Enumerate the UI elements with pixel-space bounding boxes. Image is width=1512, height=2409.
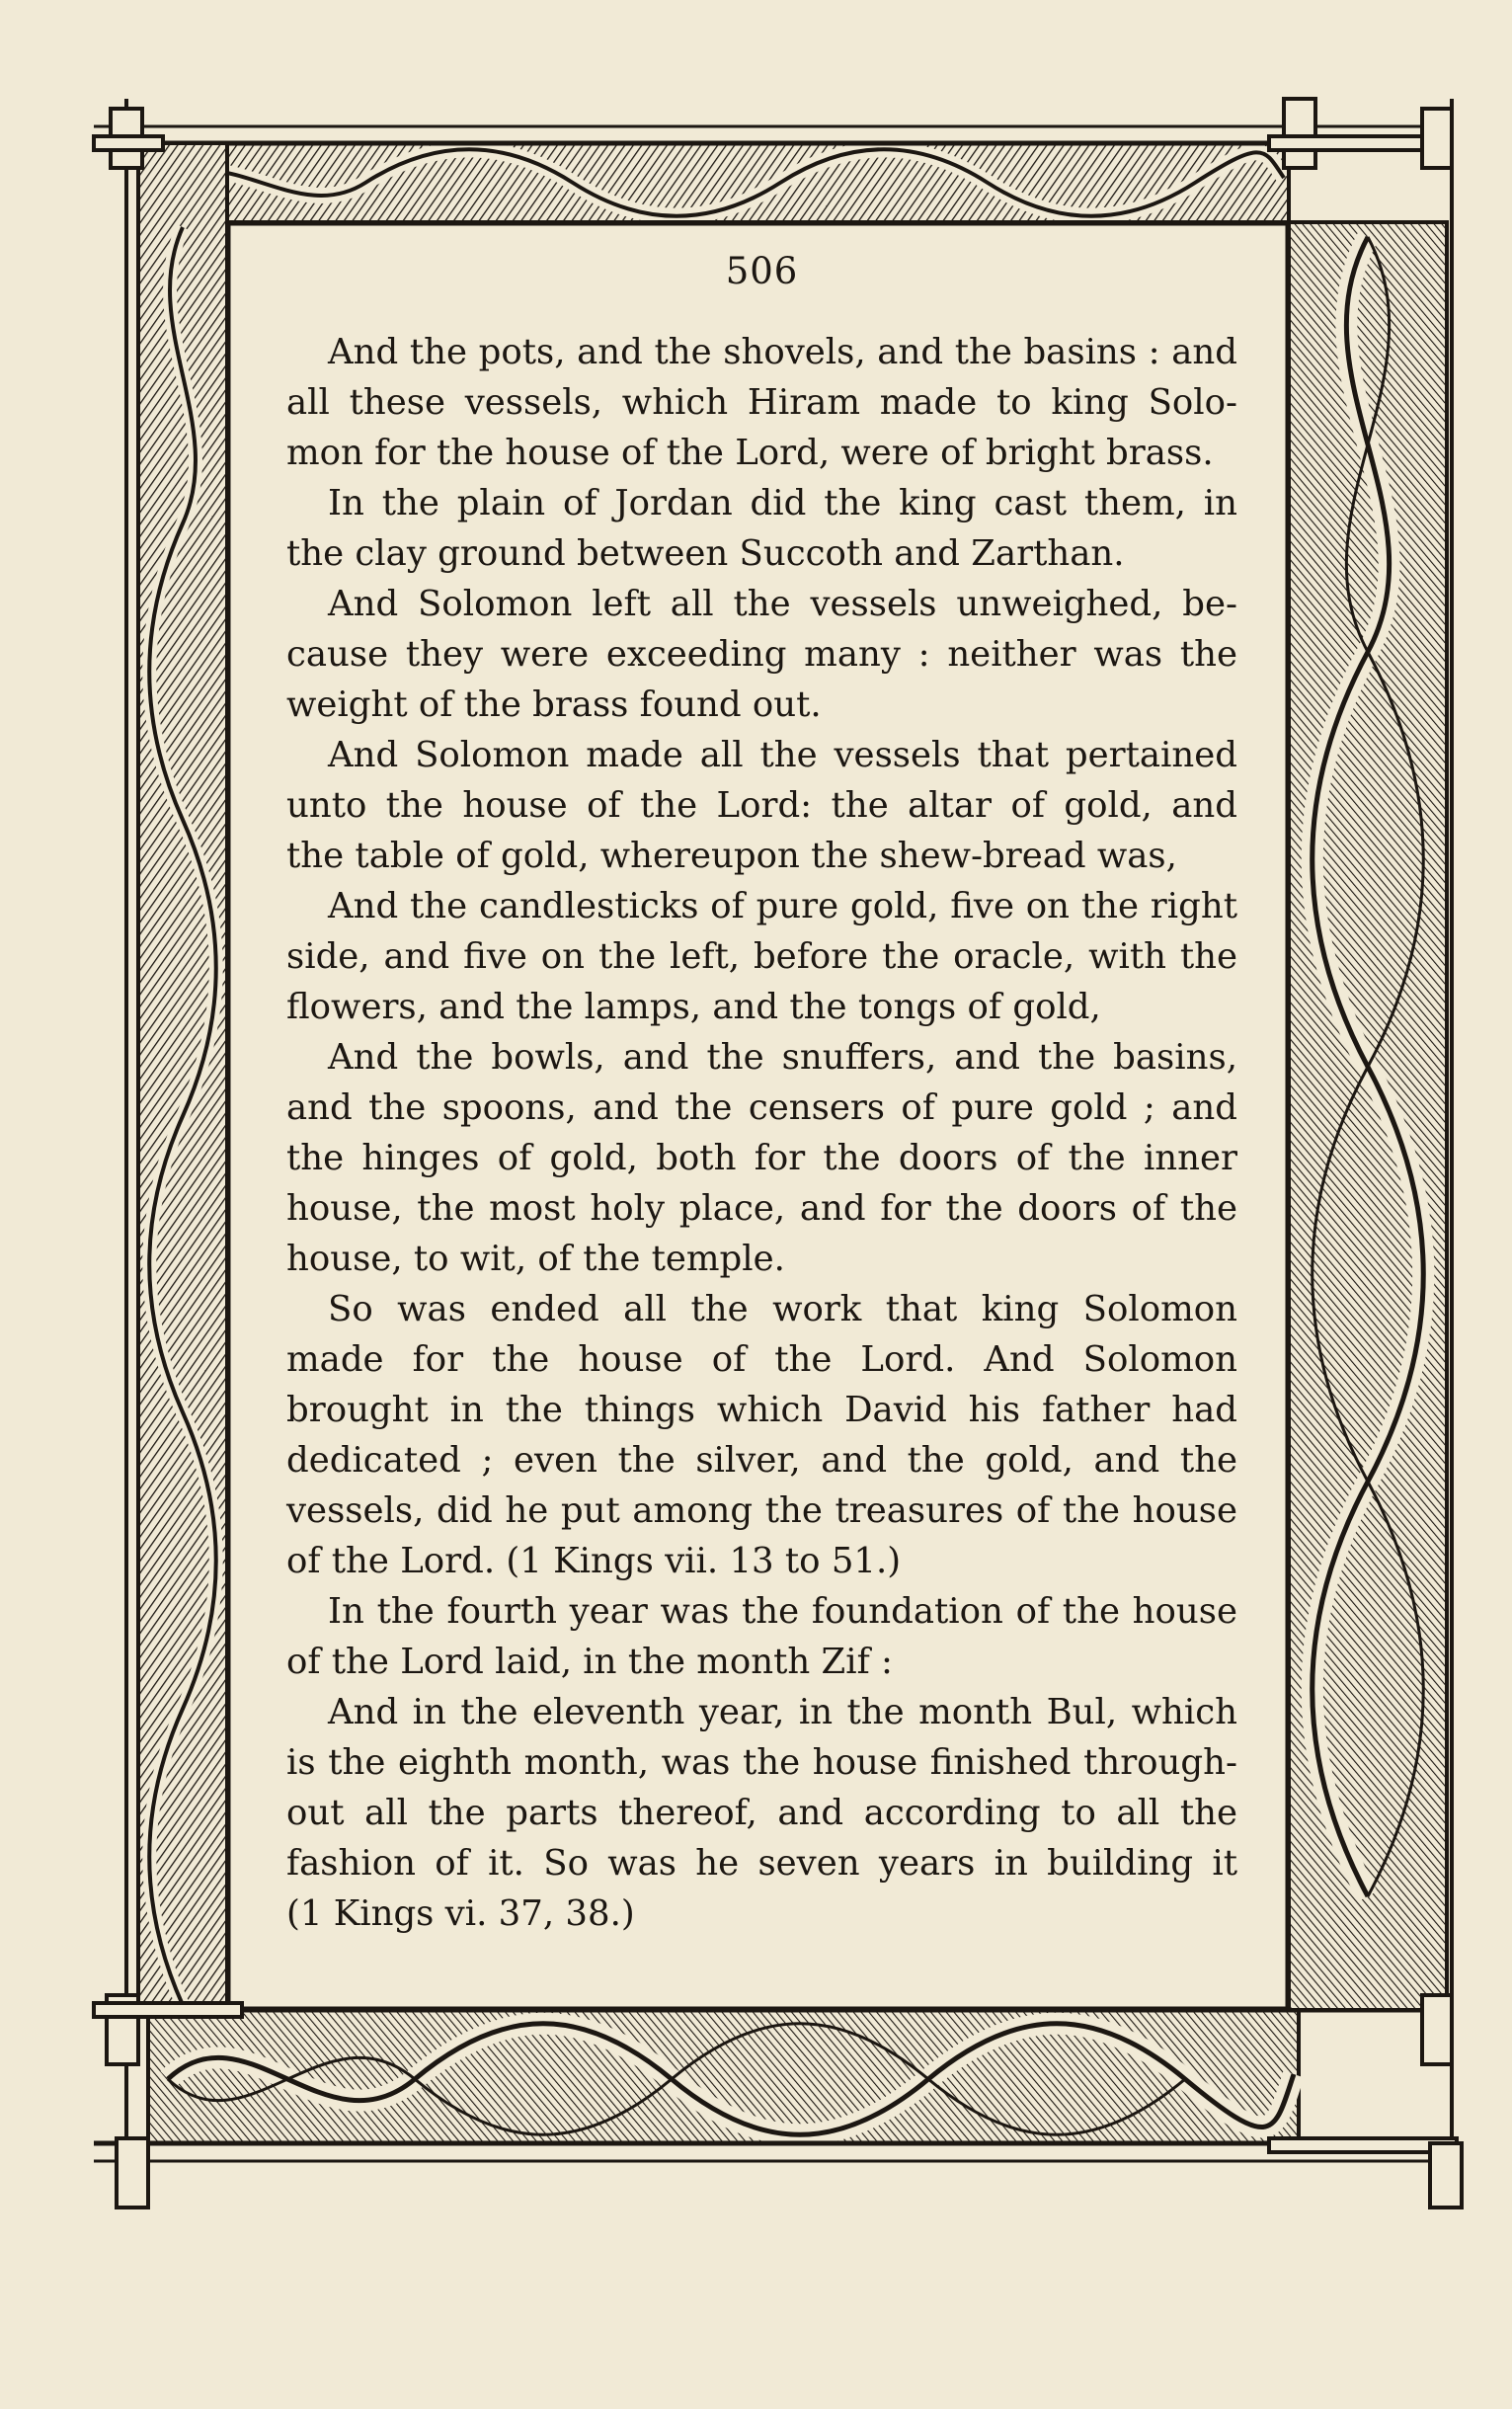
paragraph bbox=[286, 327, 1237, 478]
text-line: out all the parts thereof, and according to all the bbox=[286, 1793, 1237, 1833]
text-line: all these vessels, which Hiram made to king Solo- bbox=[286, 382, 1237, 423]
text-line: house, to wit, of the temple. bbox=[286, 1239, 785, 1279]
paragraph bbox=[286, 881, 1237, 1032]
text-line: side, and five on the left, before the oracle, with the bbox=[286, 936, 1237, 977]
page-number: 506 bbox=[725, 250, 799, 292]
text-line: cause they were exceeding many : neither was the bbox=[286, 634, 1237, 675]
text-line: And Solomon left all the vessels unweighed, be- bbox=[328, 584, 1237, 624]
paragraph bbox=[286, 1284, 1237, 1586]
text-line: the table of gold, whereupon the shew-bread was, bbox=[286, 836, 1177, 876]
paragraph bbox=[286, 730, 1237, 881]
text-line: of the Lord laid, in the month Zif : bbox=[286, 1642, 893, 1682]
bottom-border-band bbox=[94, 2010, 1452, 2161]
text-line: dedicated ; even the silver, and the gold, and the bbox=[286, 1440, 1237, 1481]
text-line: And the bowls, and the snuffers, and the basins, bbox=[328, 1037, 1237, 1078]
text-line: And the pots, and the shovels, and the basins : and bbox=[328, 332, 1237, 372]
text-line: And in the eleventh year, in the month Bul, which bbox=[328, 1692, 1237, 1732]
right-border-column bbox=[1289, 99, 1452, 2188]
text-line: the clay ground between Succoth and Zarthan. bbox=[286, 533, 1125, 574]
text-line: (1 Kings vi. 37, 38.) bbox=[286, 1893, 635, 1934]
text-line: fashion of it. So was he seven years in building it bbox=[286, 1843, 1237, 1884]
text-line: of the Lord. (1 Kings vii. 13 to 51.) bbox=[286, 1541, 902, 1581]
text-line: And Solomon made all the vessels that pertained bbox=[328, 735, 1237, 775]
text-line: house, the most holy place, and for the doors of the bbox=[286, 1188, 1237, 1229]
left-border-column bbox=[126, 99, 227, 2188]
text-panel bbox=[286, 252, 1237, 1966]
text-line: brought in the things which David his father had bbox=[286, 1390, 1237, 1430]
text-line: made for the house of the Lord. And Solomon bbox=[286, 1339, 1237, 1380]
text-line: mon for the house of the Lord, were of bright brass. bbox=[286, 433, 1214, 473]
text-line: weight of the brass found out. bbox=[286, 684, 822, 725]
paragraph bbox=[286, 579, 1237, 730]
text-line: and the spoons, and the censers of pure gold ; and bbox=[286, 1087, 1237, 1128]
paragraph bbox=[286, 478, 1237, 579]
text-line: flowers, and the lamps, and the tongs of gold, bbox=[286, 987, 1101, 1027]
body-text bbox=[286, 327, 1237, 1939]
text-line: So was ended all the work that king Solomon bbox=[328, 1289, 1237, 1329]
text-line: the hinges of gold, both for the doors of the inner bbox=[286, 1138, 1237, 1178]
text-line: And the candlesticks of pure gold, five on the right bbox=[328, 886, 1237, 926]
paragraph bbox=[286, 1687, 1237, 1939]
text-line: is the eighth month, was the house finished through- bbox=[286, 1742, 1237, 1783]
text-line: In the plain of Jordan did the king cast them, in bbox=[328, 483, 1237, 523]
top-border-band bbox=[94, 126, 1452, 222]
text-line: unto the house of the Lord: the altar of gold, and bbox=[286, 785, 1237, 826]
text-line: In the fourth year was the foundation of the house bbox=[328, 1591, 1237, 1632]
paragraph bbox=[286, 1032, 1237, 1284]
text-line: vessels, did he put among the treasures of the house bbox=[286, 1490, 1237, 1531]
paragraph bbox=[286, 1586, 1237, 1687]
